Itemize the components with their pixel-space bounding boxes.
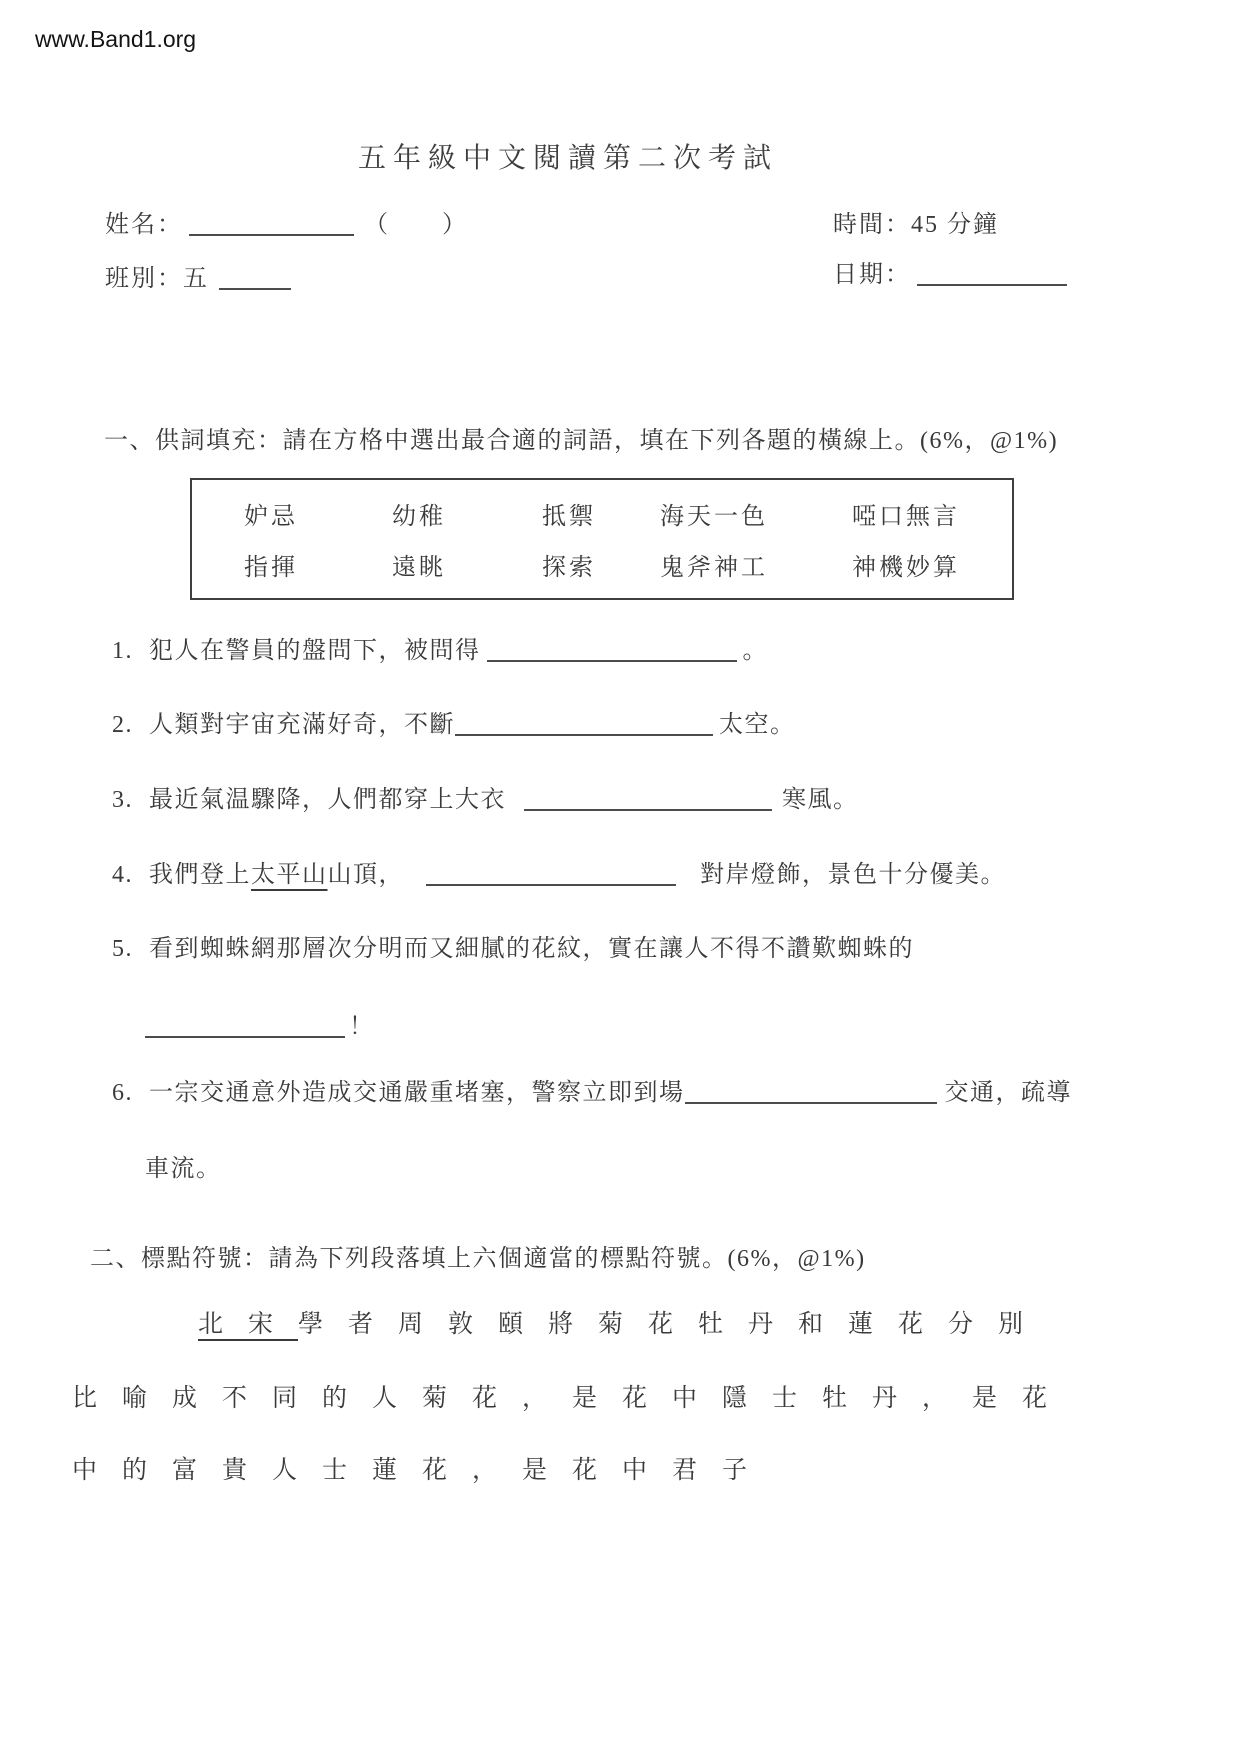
question-number: 6. <box>112 1080 133 1106</box>
word-bank-item: 妒忌 <box>244 504 298 530</box>
word-bank-row-1 <box>244 496 1012 531</box>
question-5 <box>112 928 914 963</box>
question-text: 最近氣温驟降，人們都穿上大衣 <box>149 787 506 813</box>
underlined-term: 太平山 <box>251 862 328 888</box>
passage-text: 比喻成不同的人菊花，是花中隱士牡丹，是花 <box>72 1385 1073 1412</box>
exam-title: 五年級中文閱讀第二次考試 <box>358 143 779 174</box>
answer-blank-line <box>455 712 713 736</box>
word-bank-box <box>190 478 1014 600</box>
word-bank-item: 遠眺 <box>392 555 446 581</box>
name-field-row <box>105 204 468 239</box>
name-paren: （ ） <box>364 212 468 238</box>
word-bank-item: 啞口無言 <box>852 504 960 530</box>
answer-blank-line <box>426 862 676 886</box>
word-bank-item: 指揮 <box>244 555 298 581</box>
word-bank-row-2 <box>244 547 1012 582</box>
time-label: 時間：45 分鐘 <box>833 212 999 238</box>
date-field-row <box>833 254 1067 289</box>
question-6 <box>112 1072 1072 1107</box>
answer-blank-line <box>145 1014 345 1038</box>
word-bank-item: 幼稚 <box>392 504 446 530</box>
name-blank-line <box>189 212 354 236</box>
passage-text: 學者周敦頤將菊花牡丹和蓮花分別 <box>298 1311 1049 1338</box>
date-label: 日期： <box>833 262 911 288</box>
underlined-term: 北宋 <box>198 1311 299 1338</box>
class-field-row <box>105 258 291 293</box>
question-1 <box>112 630 768 665</box>
question-text: 。 <box>742 638 768 664</box>
question-2 <box>112 704 796 739</box>
question-text: 人類對宇宙充滿好奇，不斷 <box>149 712 455 738</box>
passage-line-2 <box>72 1378 1072 1414</box>
question-text: 看到蜘蛛網那層次分明而又細膩的花紋，實在讓人不得不讚歎蜘蛛的 <box>149 936 914 962</box>
question-text: 一宗交通意外造成交通嚴重堵塞，警察立即到場 <box>149 1080 685 1106</box>
question-text: 山頂， <box>327 862 404 888</box>
class-blank-line <box>219 266 291 290</box>
question-6-continuation <box>145 1148 222 1183</box>
question-4 <box>112 854 1006 889</box>
answer-blank-line <box>487 638 737 662</box>
date-blank-line <box>917 262 1067 286</box>
question-text: 對岸燈飾，景色十分優美。 <box>700 862 1006 888</box>
question-number: 4. <box>112 862 133 888</box>
word-bank-item: 探索 <box>542 555 596 581</box>
passage-line-3 <box>72 1450 772 1486</box>
passage-text: 中的富貴人士蓮花，是花中君子 <box>72 1457 773 1484</box>
section2-heading: 二、標點符號：請為下列段落填上六個適當的標點符號。(6%，@1%) <box>90 1246 866 1272</box>
question-number: 5. <box>112 936 133 962</box>
question-text: 我們登上 <box>149 862 251 888</box>
class-label: 班別：五 <box>105 266 209 292</box>
section1-heading: 一、供詞填充：請在方格中選出最合適的詞語，填在下列各題的橫線上。(6%，@1%) <box>104 428 1059 454</box>
word-bank-item: 鬼斧神工 <box>660 555 768 581</box>
answer-blank-line <box>685 1080 937 1104</box>
site-watermark: www.Band1.org <box>35 26 197 52</box>
question-5-continuation <box>145 1006 375 1041</box>
passage-line-1 <box>198 1304 1048 1340</box>
word-bank-item: 海天一色 <box>660 504 768 530</box>
question-text: 寒風。 <box>782 787 859 813</box>
question-text: 交通，疏導 <box>944 1080 1072 1106</box>
word-bank-item: 抵禦 <box>542 504 596 530</box>
word-bank-item: 神機妙算 <box>852 555 960 581</box>
name-label: 姓名： <box>105 212 183 238</box>
question-number: 2. <box>112 712 133 738</box>
question-number: 1. <box>112 638 133 664</box>
question-number: 3. <box>112 787 133 813</box>
question-3 <box>112 779 859 814</box>
question-text: 太空。 <box>719 712 796 738</box>
question-text: 犯人在警員的盤問下，被問得 <box>149 638 481 664</box>
time-field-row <box>833 204 999 239</box>
question-text: ！ <box>349 1014 375 1040</box>
answer-blank-line <box>524 787 772 811</box>
question-text: 車流。 <box>145 1156 222 1182</box>
